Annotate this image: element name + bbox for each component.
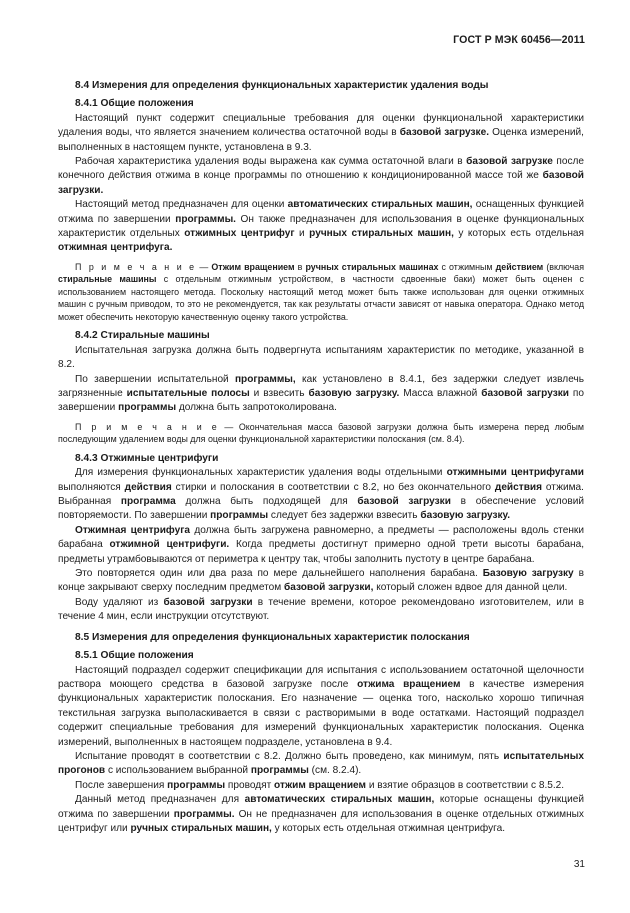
paragraph: Испытание проводят в соответствии с 8.2. Должно быть проведено, как минимум, пять испытательных прогонов с использованием выбранной программы (см. 8.2.4). (58, 750, 584, 777)
paragraph: Испытательная загрузка должна быть подвергнута испытаниям характеристик по методике, указанной в 8.2. (58, 344, 584, 371)
note-paragraph: П р и м е ч а н и е — Окончательная масса базовой загрузки должна быть измерена перед любым последующим удалением воды для оценки функциональной характеристики полоскания (см. 8.4). (58, 421, 584, 445)
paragraph: Данный метод предназначен для автоматических стиральных машин, которые оснащены функцией отжима по завершении программы. Он не предназначен для использования в оценке отдельных отжимных центрифуг или ручных стиральных машин, у которых есть отдельная отжимная центрифуга. (58, 794, 584, 834)
subsection-8-4-1-heading: 8.4.1 Общие положения (75, 98, 194, 110)
page-number: 31 (573, 859, 585, 870)
paragraph: По завершении испытательной программы, как установлено в 8.4.1, без задержки следует извлечь загрязненные испытательные полосы и взвесить базовую загрузку. Масса влажной базовой загрузки по завершении программы должна быть запротоколирована. (58, 373, 584, 414)
subsection-8-5-1-heading: 8.5.1 Общие положения (75, 650, 194, 662)
paragraph: Настоящий подраздел содержит спецификации для испытания с использованием остаточной щелочности раствора моющего средства в базовой загрузке после отжима вращением в качестве измерения функциональных характеристик полоскания. Его назначение — оценка того, насколько хорошо типичная текстильная загрузка выполаскивается в связи с растворимыми в воде остатками. Настоящий подраздел содержит специальные требования для измерений функциональных характеристик полоскания. Оценка измерений, выполненных в настоящем подразделе, установлена в 9.4. (58, 664, 585, 748)
paragraph: Настоящий метод предназначен для оценки автоматических стиральных машин, оснащенных функцией отжима по завершении программы. Он также предназначен для использования в оценке функциональных характеристик отдельных отжимных центрифуг и ручных стиральных машин, у которых есть отдельная отжимная центрифуга. (58, 199, 585, 254)
paragraph: Это повторяется один или два раза по мере дальнейшего наполнения барабана. Базовую загрузку в конце закрывают сверху последним предметом базовой загрузки, который сложен вдвое для данной цели. (58, 568, 584, 594)
section-8-5-heading: 8.5 Измерения для определения функциональных характеристик полоскания (75, 631, 470, 643)
paragraph: После завершения программы проводят отжим вращением и взятие образцов в соответствии с 8.5.2. (75, 779, 565, 791)
document-standard-id: ГОСТ Р МЭК 60456—2011 (453, 34, 585, 46)
paragraph: Настоящий пункт содержит специальные требования для оценки функциональной характеристики удаления воды, что является значением количества остаточной воды в базовой загрузке. Оценка измерений, выполненных в настоящем пункте, установлена в 9.3. (58, 112, 584, 153)
document-body (58, 79, 584, 836)
paragraph: Воду удаляют из базовой загрузки в течение времени, которое рекомендовано изготовителем, или в течение 4 мин, если инструкции отсутствуют. (58, 596, 584, 623)
section-8-4-heading: 8.4 Измерения для определения функциональных характеристик удаления воды (75, 80, 489, 91)
subsection-8-4-3-heading: 8.4.3 Отжимные центрифуги (75, 452, 219, 464)
subsection-8-4-2-heading: 8.4.2 Стиральные машины (75, 330, 210, 342)
paragraph: Рабочая характеристика удаления воды выражена как сумма остаточной влаги в базовой загрузке после конечного действия отжима в конце программы по отношению к кондиционированной массе той же базовой загрузки. (58, 156, 585, 196)
paragraph: Для измерения функциональных характеристик удаления воды отдельными отжимными центрифугами выполняются действия стирки и полоскания в соответствии с 8.2, но без окончательного действия отжима. Выбранная программа должна быть подходящей для базовой загрузки в обеспечение условий повторяемости. По завершении программы следует без задержки взвесить базовую загрузку. (58, 467, 585, 522)
note-paragraph: П р и м е ч а н и е — Отжим вращением в ручных стиральных машинах с отжимным действием (включая стиральные машины с отдельным отжимным устройством, в частности сдвоенные баки) может быть оценен с использованием настоящего метода. Поскольку настоящий метод может быть также использован для оценки отжимных машин с ручным приводом, то это не рекомендуется, так как результаты отчасти зависят от навыка оператора. Однако метод может обеспечить некоторую качественную оценку такого устройства. (58, 261, 584, 322)
paragraph: Отжимная центрифуга должна быть загружена равномерно, а предметы — расположены вдоль стенки барабана отжимной центрифуги. Когда предметы достигнут примерно одной трети высоты барабана, предметы утрамбовываются от периметра к центру так, чтобы заполнить пустоту в центре барабана. (58, 524, 584, 565)
